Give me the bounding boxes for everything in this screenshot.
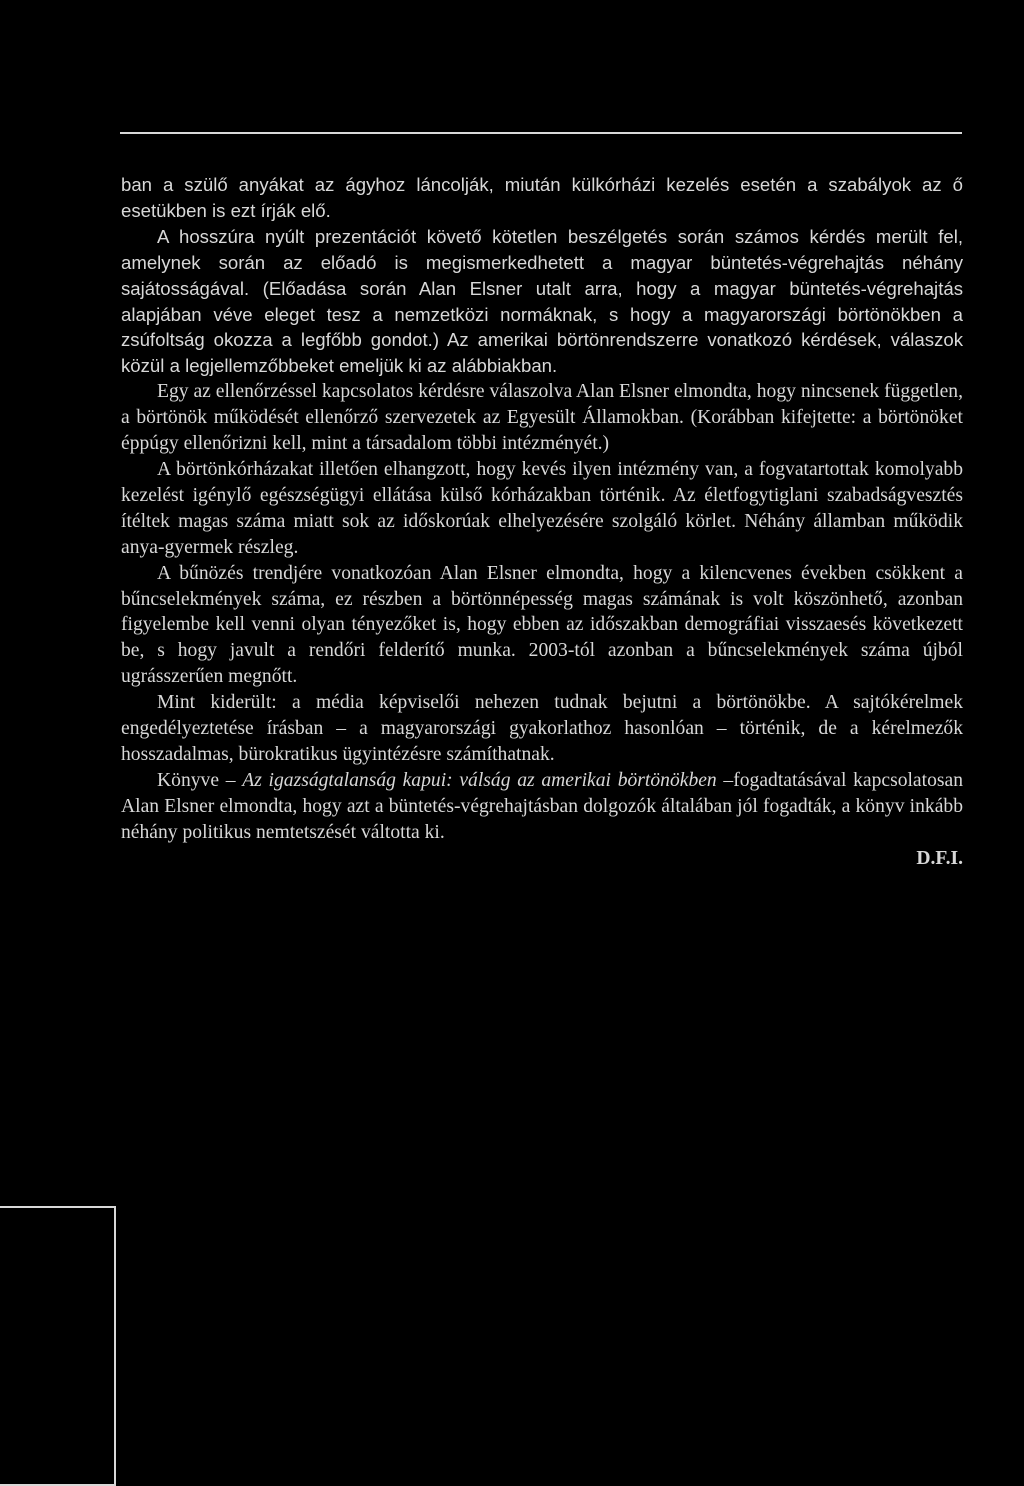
paragraph-prison-hospitals: A börtönkórházakat illetően elhangzott, hogy kevés ilyen intézmény van, a fogvatartottak komolyabb kezelést igénylő egészségügyi ellátása külső kórházakban történik. Az életfogytiglani szabadságvesztés ítéltek magas száma miatt sok az időskorúak elhelyezésére szolgáló körlet. Néhány államban működik anya-gyermek részleg.	[121, 458, 963, 558]
paragraph-continuation: ban a szülő anyákat az ágyhoz láncolják, miután külkórházi kezelés esetén a szabályok az ő esetükben is ezt írják elő.	[121, 174, 963, 221]
book-lead: Könyve –	[157, 769, 243, 791]
paragraph-discussion: A hosszúra nyúlt prezentációt követő kötetlen beszélgetés során számos kérdés merült fel, amelynek során az előadó is megismerkedhetett a magyar büntetés-végrehajtás néhány sajátosságával. (Előadása során Alan Elsner utalt arra, hogy a magyar büntetés-végrehajtás alapjában véve eleget tesz a nemzetközi normáknak, s hogy a magyarországi börtönökben a zsúfoltság okozza a legfőbb gondot.) Az amerikai börtönrendszerre vonatkozó kérdések, válaszok közül a legjellemzőbbeket emeljük ki az alábbiakban.	[121, 225, 963, 377]
header-rule	[120, 132, 962, 134]
paragraph-media-access: Mint kiderült: a média képviselői nehezen tudnak bejutni a börtönökbe. A sajtókérelmek engedélyeztetése írásban – a magyarországi gyakorlathoz hasonlóan – történik, de a kérelmezők hosszadalmas, bürokratikus ügyintézésre számíthatnak.	[121, 692, 963, 765]
paragraph-book	[121, 768, 963, 846]
corner-frame	[0, 1206, 116, 1486]
paragraph-oversight: Egy az ellenőrzéssel kapcsolatos kérdésre válaszolva Alan Elsner elmondta, hogy nincsenek független, a börtönök működését ellenőrző szervezetek az Egyesült Államokban. (Korábban kifejtette: a börtönöket éppúgy ellenőrizni kell, mint a társadalom többi intézményét.)	[121, 381, 963, 455]
author-signature: D.F.I.	[916, 847, 963, 869]
book-title: Az igazságtalanság kapui: válság az amerikai börtönökben	[242, 769, 717, 791]
book-rest: –fogadtatásával kapcsolatosan Alan Elsner elmondta, hogy azt a büntetés-végrehajtásban dolgozók általában jól fogadták, a könyv inkább néhány politikus nemtetszését váltotta ki.	[121, 769, 963, 843]
paragraph-crime-trend: A bűnözés trendjére vonatkozóan Alan Elsner elmondta, hogy a kilencvenes években csökkent a bűncselekmények száma, ez részben a börtönnépesség magas számának is volt köszönhető, azonban figyelembe kell venni olyan tényezőket is, hogy ebben az időszakban demográfiai visszaesés következett be, s hogy javult a rendőri felderítő munka. 2003-tól azonban a bűncselekmények száma újból ugrásszerűen megnőtt.	[121, 562, 963, 688]
article-body	[121, 172, 963, 871]
